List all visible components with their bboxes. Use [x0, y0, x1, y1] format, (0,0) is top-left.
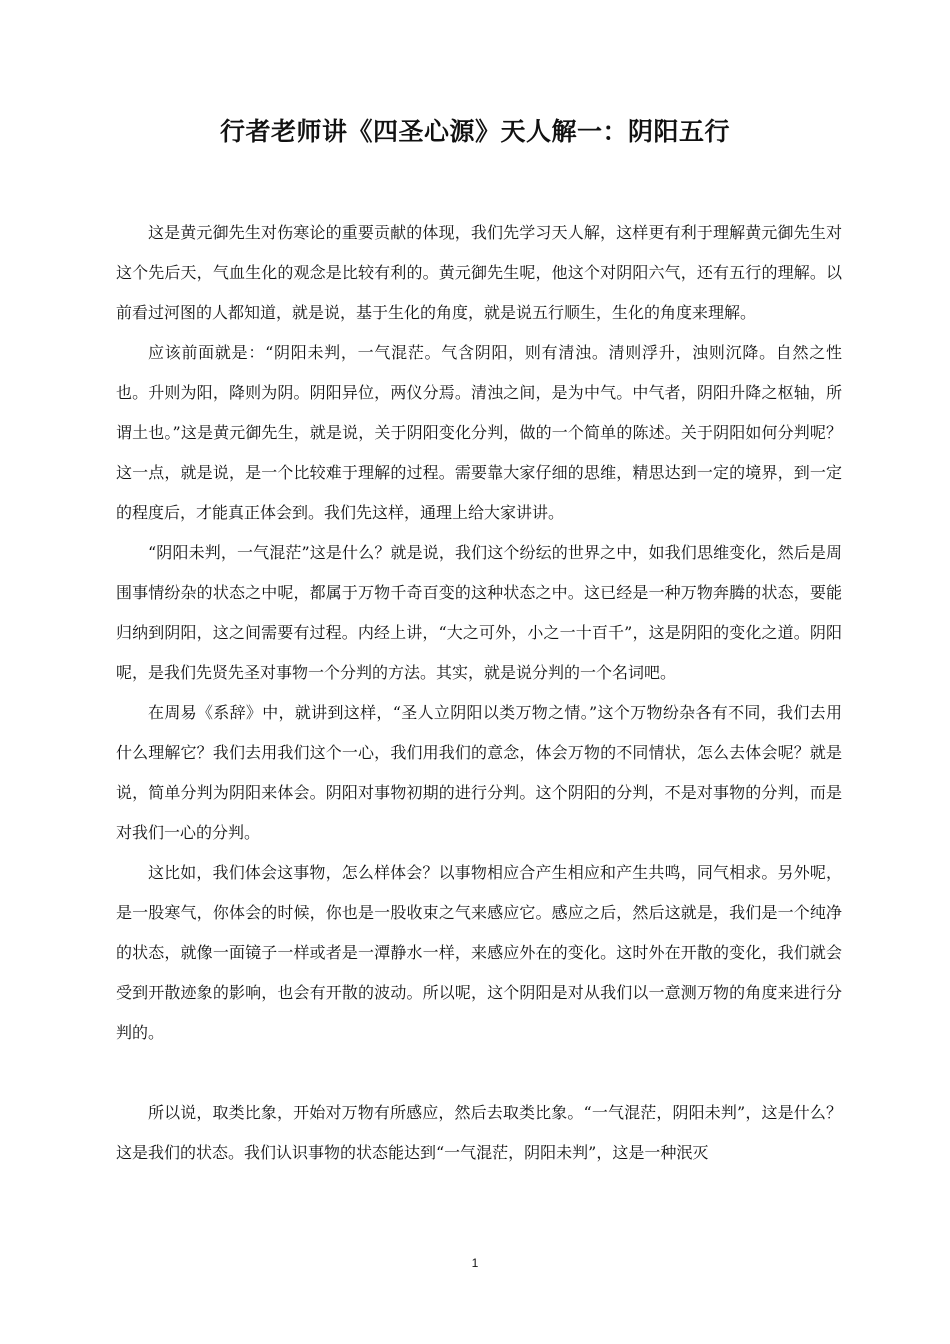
page-number: 1	[471, 1256, 479, 1270]
paragraph-6: 所以说，取类比象，开始对万物有所感应，然后去取类比象。“一气混茫，阴阳未判”，这是什么？这是我们的状态。我们认识事物的状态能达到“一气混茫，阴阳未判”，这是一种泯灭	[116, 1103, 842, 1162]
document-title: 行者老师讲《四圣心源》天人解一：阴阳五行	[219, 117, 730, 146]
paragraph-5: 这比如，我们体会这事物，怎么样体会？以事物相应合产生相应和产生共鸣，同气相求。另外呢，是一股寒气，你体会的时候，你也是一股收束之气来感应它。感应之后，然后这就是，我们是一个纯净的状态，就像一面镜子一样或者是一潭静水一样，来感应外在的变化。这时外在开散的变化，我们就会受到开散迹象的影响，也会有开散的波动。所以呢，这个阴阳是对从我们以一意测万物的角度来进行分判的。	[116, 863, 842, 1042]
document-body	[116, 213, 842, 1173]
paragraph-2: 应该前面就是：“阴阳未判，一气混茫。气含阴阳，则有清浊。清则浮升，浊则沉降。自然之性也。升则为阳，降则为阴。阴阳异位，两仪分焉。清浊之间，是为中气。中气者，阴阳升降之枢轴，所谓土也。”这是黄元御先生，就是说，关于阴阳变化分判，做的一个简单的陈述。关于阴阳如何分判呢？这一点，就是说，是一个比较难于理解的过程。需要靠大家仔细的思维，精思达到一定的境界，到一定的程度后，才能真正体会到。我们先这样，通理上给大家讲讲。	[116, 343, 842, 522]
paragraph-1: 这是黄元御先生对伤寒论的重要贡献的体现，我们先学习天人解，这样更有利于理解黄元御先生对这个先后天，气血生化的观念是比较有利的。黄元御先生呢，他这个对阴阳六气，还有五行的理解。以前看过河图的人都知道，就是说，基于生化的角度，就是说五行顺生，生化的角度来理解。	[116, 223, 842, 322]
paragraph-4: 在周易《系辞》中，就讲到这样，“圣人立阴阳以类万物之情。”这个万物纷杂各有不同，我们去用什么理解它？我们去用我们这个一心，我们用我们的意念，体会万物的不同情状，怎么去体会呢？就是说，简单分判为阴阳来体会。阴阳对事物初期的进行分判。这个阴阳的分判，不是对事物的分判，而是对我们一心的分判。	[116, 703, 842, 842]
paragraph-3: “阴阳未判，一气混茫”这是什么？就是说，我们这个纷纭的世界之中，如我们思维变化，然后是周围事情纷杂的状态之中呢，都属于万物千奇百变的这种状态之中。这已经是一种万物奔腾的状态，要能归纳到阴阳，这之间需要有过程。内经上讲，“大之可外，小之一十百千”，这是阴阳的变化之道。阴阳呢，是我们先贤先圣对事物一个分判的方法。其实，就是说分判的一个名词吧。	[116, 543, 842, 682]
paragraph-spacer	[116, 1053, 842, 1093]
